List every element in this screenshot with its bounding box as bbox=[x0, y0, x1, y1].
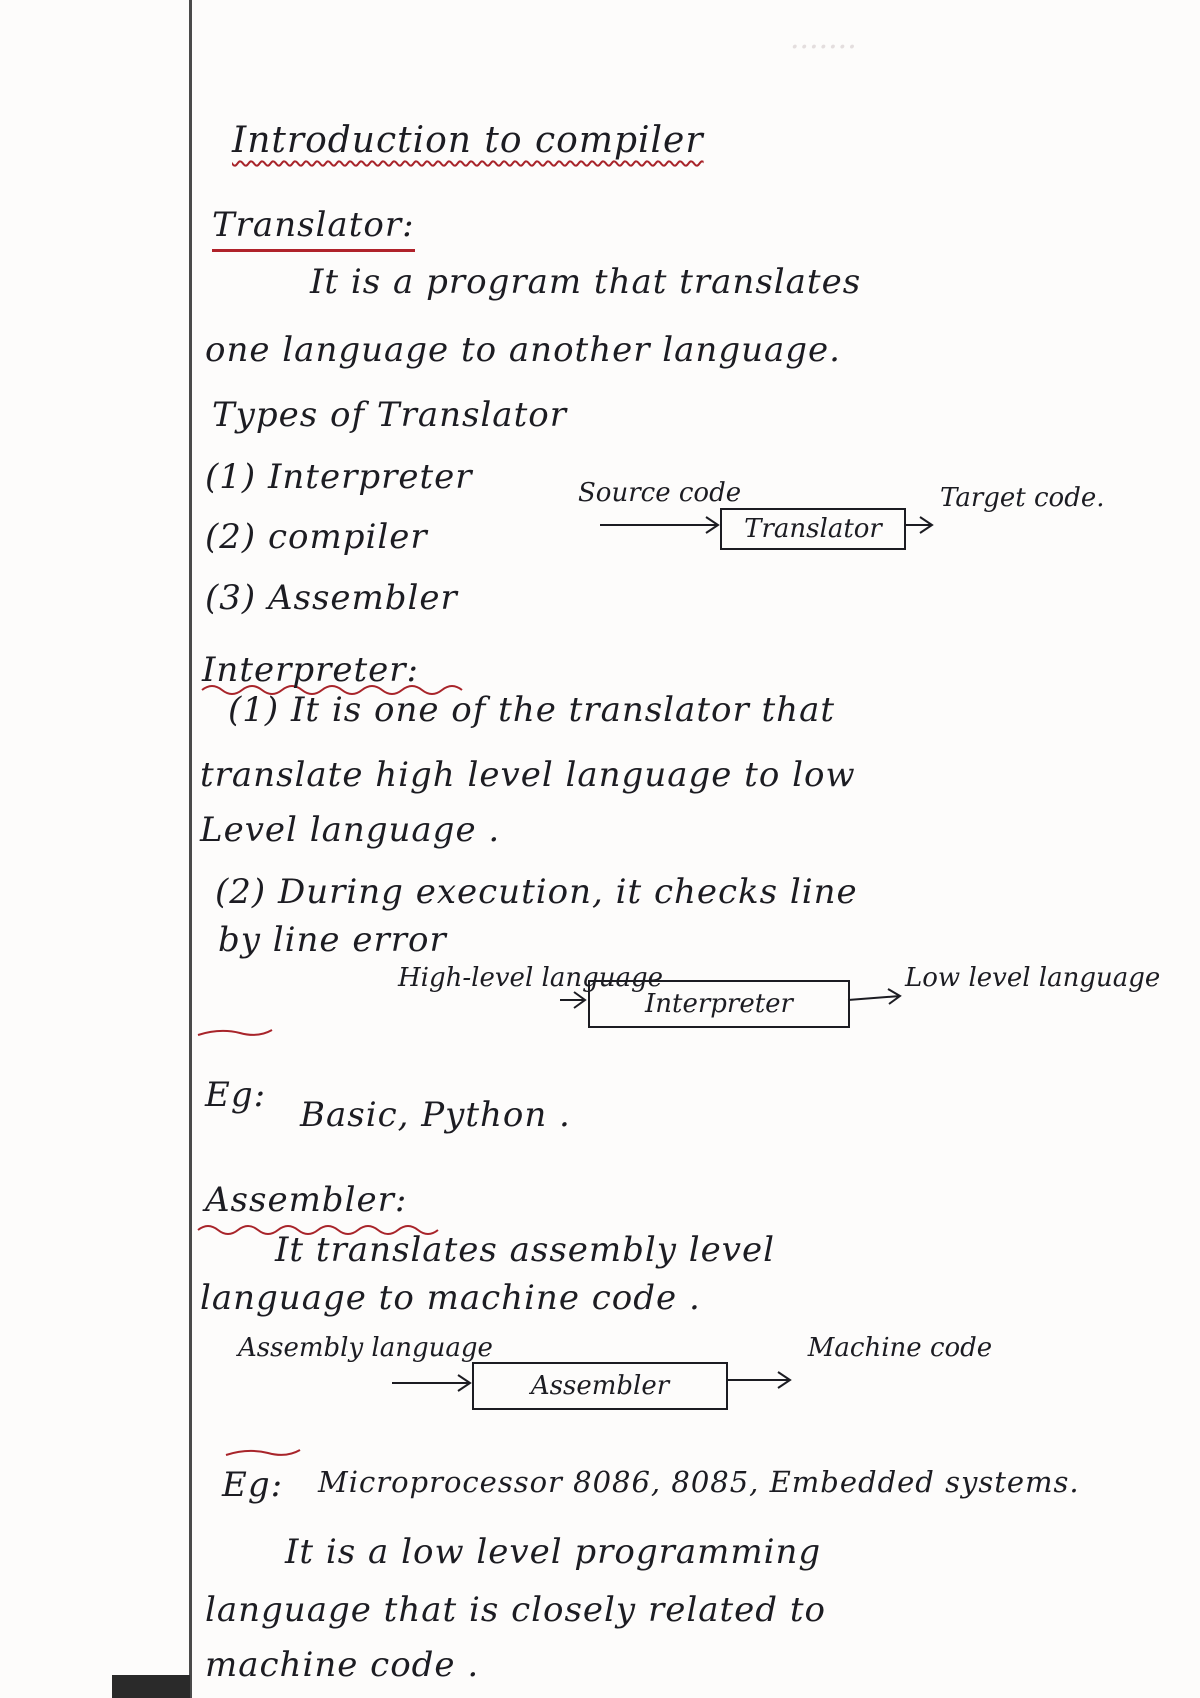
type-interpreter: (1) Interpreter bbox=[205, 457, 473, 497]
assembler-line-5: machine code . bbox=[205, 1645, 480, 1685]
type-assembler: (3) Assembler bbox=[205, 578, 458, 618]
assembler-diagram-output: Machine code bbox=[807, 1333, 993, 1363]
interpreter-diagram-box: Interpreter bbox=[588, 980, 850, 1028]
translator-diagram-output: Target code. bbox=[940, 483, 1105, 513]
assembler-eg-label: Eg: bbox=[222, 1465, 284, 1505]
translator-diagram-input: Source code bbox=[578, 478, 742, 508]
page-corner-shadow bbox=[112, 1675, 190, 1698]
interpreter-diagram-output: Low level language bbox=[905, 963, 1161, 993]
interpreter-diagram-input: High-level language bbox=[398, 963, 664, 993]
interpreter-line-3: Level language . bbox=[200, 810, 501, 850]
assembler-line-1: It translates assembly level bbox=[275, 1230, 775, 1270]
translator-definition-line-1: It is a program that translates bbox=[310, 262, 862, 302]
assembler-line-3: It is a low level programming bbox=[285, 1532, 822, 1572]
assembler-eg-text: Microprocessor 8086, 8085, Embedded systems. bbox=[318, 1465, 1080, 1499]
assembler-heading: Assembler: bbox=[205, 1180, 408, 1220]
assembler-diagram-box: Assembler bbox=[472, 1362, 728, 1410]
assembler-line-2: language to machine code . bbox=[200, 1278, 701, 1318]
translator-diagram-box: Translator bbox=[720, 508, 906, 550]
interpreter-eg-text: Basic, Python . bbox=[300, 1095, 571, 1135]
interpreter-line-1: (1) It is one of the translator that bbox=[228, 690, 836, 730]
page-title: Introduction to compiler bbox=[232, 120, 704, 161]
translator-definition-line-2: one language to another language. bbox=[205, 330, 841, 370]
translator-heading: Translator: bbox=[212, 205, 415, 252]
interpreter-eg-label: Eg: bbox=[205, 1075, 267, 1115]
margin-line bbox=[189, 0, 192, 1698]
assembler-line-4: language that is closely related to bbox=[205, 1590, 826, 1630]
interpreter-line-2: translate high level language to low bbox=[200, 755, 856, 795]
interpreter-line-4: (2) During execution, it checks line bbox=[215, 872, 858, 912]
interpreter-heading: Interpreter: bbox=[202, 650, 419, 690]
type-compiler: (2) compiler bbox=[205, 517, 428, 557]
bleed-through-text: ······· bbox=[790, 30, 857, 65]
types-heading: Types of Translator bbox=[212, 395, 567, 435]
assembler-diagram-input: Assembly language bbox=[238, 1333, 493, 1363]
interpreter-line-5: by line error bbox=[218, 920, 447, 960]
